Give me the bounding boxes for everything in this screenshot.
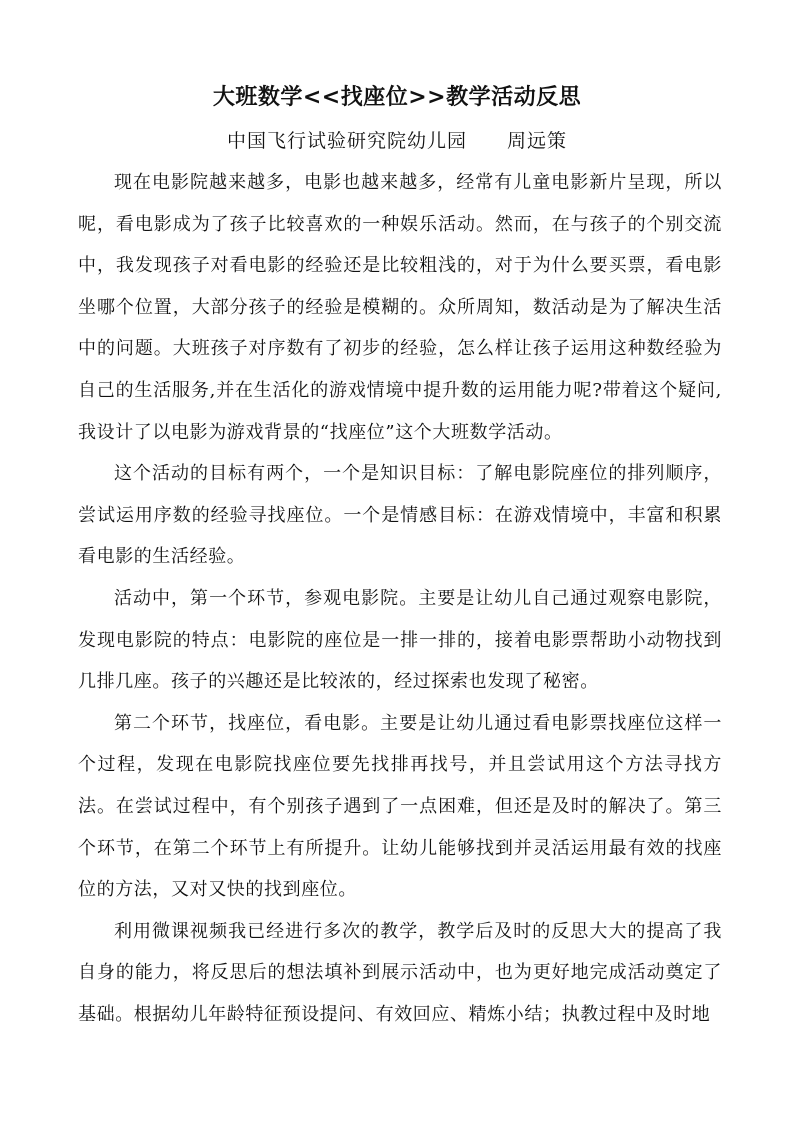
paragraph-4: 第二个环节，找座位，看电影。主要是让幼儿通过看电影票找座位这样一个过程，发现在电影院找座位要先找排再找号，并且尝试用这个方法寻找方法。在尝试过程中，有个别孩子遇到了一点困难，但还是及时的解决了。第三个环节，在第二个环节上有所提升。让幼儿能够找到并灵活运用最有效的找座位的方法，又对又快的找到座位。	[78, 712, 722, 901]
byline	[0, 126, 794, 156]
document-title: 大班数学<<找座位>>教学活动反思	[212, 85, 582, 110]
author-name: 周远策	[507, 130, 568, 152]
paragraph-5: 利用微课视频我已经进行多次的教学，教学后及时的反思大大的提高了我自身的能力，将反思后的想法填补到展示活动中，也为更好地完成活动奠定了基础。根据幼儿年龄特征预设提问、有效回应、精炼小结；执教过程中及时地	[78, 920, 722, 1025]
paragraph-3: 活动中，第一个环节，参观电影院。主要是让幼儿自己通过观察电影院，发现电影院的特点：电影院的座位是一排一排的，接着电影票帮助小动物找到几排几座。孩子的兴趣还是比较浓的，经过探索也发现了秘密。	[78, 587, 722, 693]
paragraph-2: 这个活动的目标有两个，一个是知识目标：了解电影院座位的排列顺序，尝试运用序数的经验寻找座位。一个是情感目标：在游戏情境中，丰富和积累看电影的生活经验。	[78, 463, 722, 568]
author-unit: 中国飞行试验研究院幼儿园	[226, 130, 467, 152]
paragraph-1: 现在电影院越来越多，电影也越来越多，经常有儿童电影新片呈现，所以呢，看电影成为了孩子比较喜欢的一种娱乐活动。然而，在与孩子的个别交流中，我发现孩子对看电影的经验还是比较粗浅的，对于为什么要买票，看电影坐哪个位置，大部分孩子的经验是模糊的。众所周知，数活动是为了解决生活中的问题。大班孩子对序数有了初步的经验，怎么样让孩子运用这种数经验为自己的生活服务,并在生活化的游戏情境中提升数的运用能力呢?带着这个疑问,我设计了以电影为游戏背景的“找座位”这个大班数学活动。	[78, 172, 722, 443]
document-body	[78, 162, 722, 1035]
